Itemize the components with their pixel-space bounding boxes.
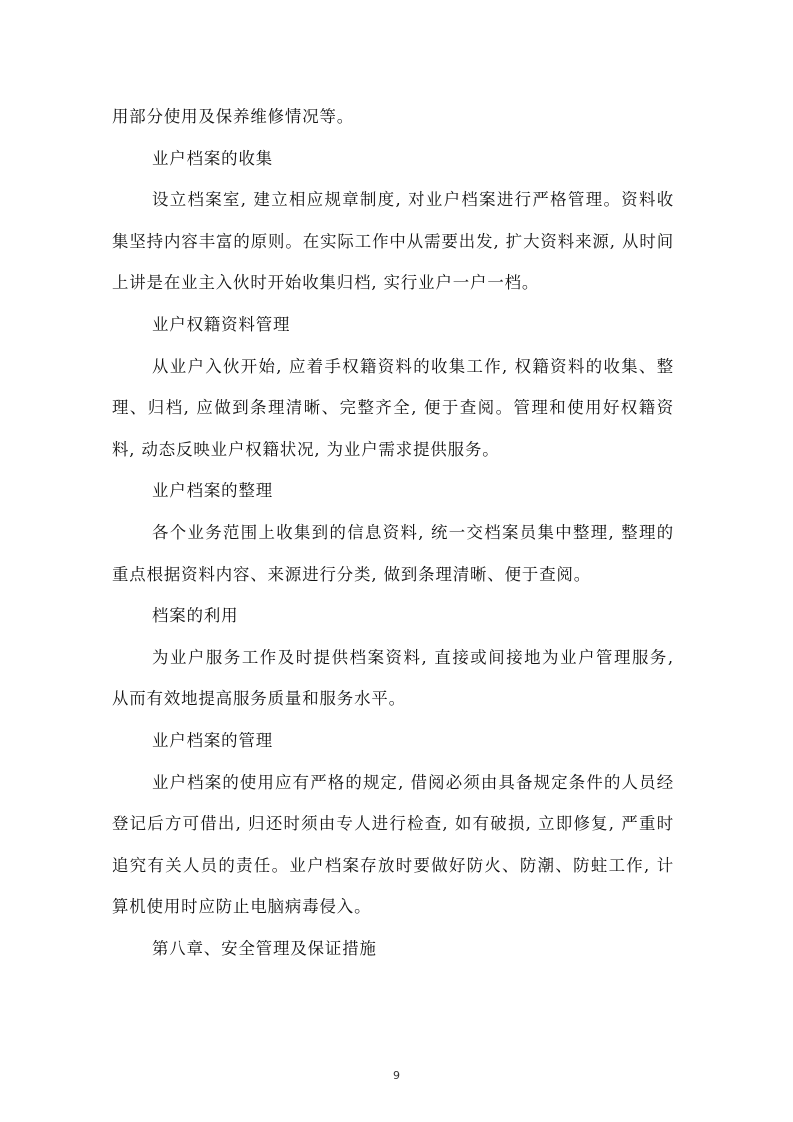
page-number: 9 bbox=[393, 1069, 400, 1082]
paragraph-management: 业户档案的使用应有严格的规定, 借阅必须由具备规定条件的人员经登记后方可借出, 归还时须由专人进行检查, 如有破损, 立即修复, 严重时追究有关人员的责任。业户档案存放时要做好防火、防潮、防蛀工作, 计算机使用时应防止电脑病毒侵入。 bbox=[112, 772, 674, 917]
section-heading-title-records: 业户权籍资料管理 bbox=[152, 314, 291, 334]
section-heading-utilization: 档案的利用 bbox=[152, 606, 239, 626]
section-heading-management: 业户档案的管理 bbox=[152, 730, 274, 750]
page-content bbox=[112, 96, 674, 969]
paragraph-utilization: 为业户服务工作及时提供档案资料, 直接或间接地为业户管理服务, 从而有效地提高服务质量和服务水平。 bbox=[112, 647, 674, 709]
section-heading-organizing: 业户档案的整理 bbox=[152, 481, 274, 501]
paragraph-collection: 设立档案室, 建立相应规章制度, 对业户档案进行严格管理。资料收集坚持内容丰富的原则。在实际工作中从需要出发, 扩大资料来源, 从时间上讲是在业主入伙时开始收集归档, 实行业户一户一档。 bbox=[112, 190, 674, 293]
section-heading-collection: 业户档案的收集 bbox=[152, 148, 274, 168]
chapter-heading-security: 第八章、安全管理及保证措施 bbox=[152, 938, 377, 958]
paragraph-title-records: 从业户入伙开始, 应着手权籍资料的收集工作, 权籍资料的收集、整理、归档, 应做到条理清晰、完整齐全, 便于查阅。管理和使用好权籍资料, 动态反映业户权籍状况, 为业户需求提供服务。 bbox=[112, 356, 674, 459]
paragraph-organizing: 各个业务范围上收集到的信息资料, 统一交档案员集中整理, 整理的重点根据资料内容、来源进行分类, 做到条理清晰、便于查阅。 bbox=[112, 522, 674, 584]
paragraph-continuation: 用部分使用及保养维修情况等。 bbox=[112, 107, 355, 126]
